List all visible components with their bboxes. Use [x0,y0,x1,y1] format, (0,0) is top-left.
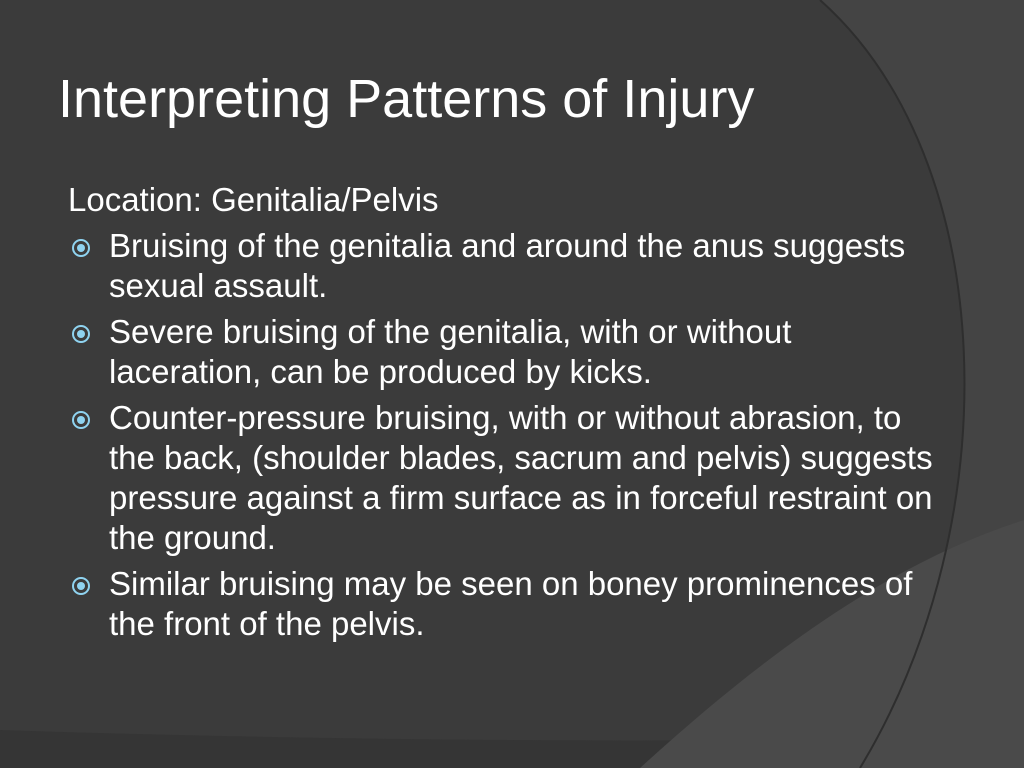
slide-title: Interpreting Patterns of Injury [58,69,755,129]
bullet-text: Counter-pressure bruising, with or without abrasion, to the back, (shoulder blades, sacrum and pelvis) suggests pressure against a firm surface as in forceful restraint on the ground. [109,399,933,556]
bullet-item [68,398,948,558]
bullet-item [68,226,948,306]
section-heading: Location: Genitalia/Pelvis [68,181,439,218]
bullet-list [68,226,948,644]
bullet-text: Similar bruising may be seen on boney prominences of the front of the pelvis. [109,565,913,642]
circled-dot-icon [71,576,91,596]
slide-body [68,180,948,644]
bullet-item [68,312,948,392]
bullet-item [68,564,948,644]
bullet-text: Bruising of the genitalia and around the anus suggests sexual assault. [109,227,906,304]
circled-dot-icon [71,324,91,344]
circled-dot-icon [71,238,91,258]
circled-dot-icon [71,410,91,430]
bullet-text: Severe bruising of the genitalia, with or without laceration, can be produced by kicks. [109,313,792,390]
